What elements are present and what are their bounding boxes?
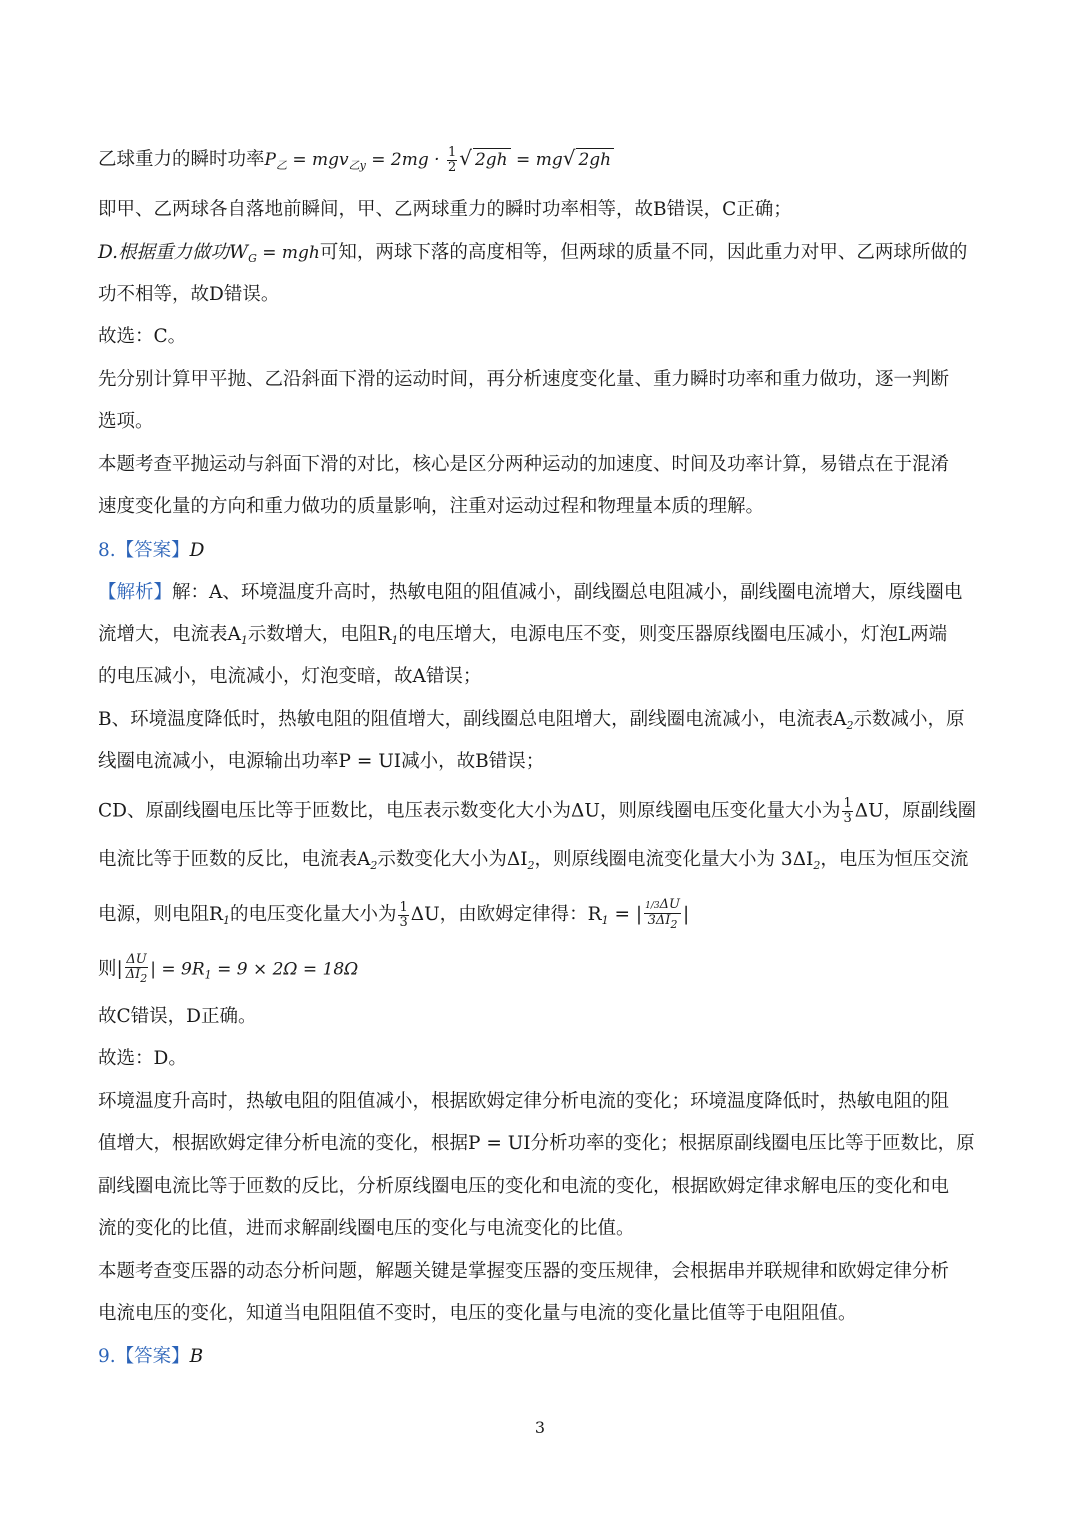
paragraph: 本题考查平抛运动与斜面下滑的对比，核心是区分两种运动的加速度、时间及功率计算，易错点在于混淆 bbox=[98, 454, 950, 475]
fraction-deltaU-over-3deltaI2: $\frac{1/3\Delta U}{3\Delta I_2}$ bbox=[645, 897, 680, 931]
power-formula-line: 乙球重力的瞬时功率$P_乙 = mgv_{乙y} = 2mg$ · $\frac{1}{2}$ √ 2gh = mg√ 2gh bbox=[98, 144, 614, 180]
question-9-answer: 9.【答案】B bbox=[98, 1346, 204, 1367]
paragraph: 电流电压的变化，知道当电阻阻值不变时，电压的变化量与电流的变化量比值等于电阻阻值。 bbox=[98, 1303, 857, 1324]
fraction-third: $\frac{1}{3}$ bbox=[399, 899, 408, 930]
paragraph: 选项。 bbox=[98, 411, 154, 432]
paragraph: 环境温度升高时，热敏电阻的阻值减小，根据欧姆定律分析电流的变化；环境温度降低时，热敏电阻的阻 bbox=[98, 1091, 950, 1112]
page-number: 3 bbox=[534, 1418, 546, 1437]
paragraph: 故C错误，D正确。 bbox=[98, 1006, 257, 1027]
paragraph: 流增大，电流表$A_1$示数增大，电阻$R_1$的电压增大，电源电压不变，则变压器原线圈电压减小，灯泡L两端 bbox=[98, 624, 948, 647]
formula-P-yi: $P_乙 = mgv_{乙y} = 2mg$ · bbox=[264, 150, 445, 172]
paragraph: CD、原副线圈电压比等于匝数比，电压表示数变化大小为ΔU，则原线圈电压变化量大小为 $\frac{1}{3}$ ΔU，原副线圈 bbox=[98, 796, 977, 826]
paragraph: B、环境温度降低时，热敏电阻的阻值增大，副线圈总电阻增大，副线圈电流减小，电流表$A_2$示数减小，原 bbox=[98, 709, 965, 732]
paragraph: 即甲、乙两球各自落地前瞬间，甲、乙两球重力的瞬时功率相等，故B错误，C正确； bbox=[98, 199, 792, 220]
paragraph: 故选：C。 bbox=[98, 326, 187, 347]
paragraph: 值增大，根据欧姆定律分析电流的变化，根据P = UI分析功率的变化；根据原副线圈电压比等于匝数比，原 bbox=[98, 1133, 975, 1154]
fraction-third: $\frac{1}{3}$ bbox=[843, 796, 852, 826]
paragraph: 先分别计算甲平抛、乙沿斜面下滑的运动时间，再分析速度变化量、重力瞬时功率和重力做功，逐一判断 bbox=[98, 369, 950, 390]
paragraph: D.根据重力做功$W_G$ = mgh可知，两球下落的高度相等，但两球的质量不同，因此重力对甲、乙两球所做的 bbox=[98, 242, 968, 265]
fraction-deltaU-over-deltaI2: $\frac{\Delta U}{\Delta I_2}$ bbox=[125, 952, 148, 985]
paragraph: 流的变化的比值，进而求解副线圈电压的变化与电流变化的比值。 bbox=[98, 1218, 635, 1239]
paragraph: 功不相等，故D错误。 bbox=[98, 284, 280, 305]
question-8-analysis: 【解析】解：A、环境温度升高时，热敏电阻的阻值减小，副线圈总电阻减小，副线圈电流增大，原线圈电 bbox=[98, 582, 963, 603]
fraction-half: $\frac{1}{2}$ bbox=[447, 144, 457, 175]
paragraph: 则| $\frac{\Delta U}{\Delta I_2}$ | = $9R_1 = 9 \times 2\Omega = 18\Omega$ bbox=[98, 952, 359, 985]
paragraph: 本题考查变压器的动态分析问题，解题关键是掌握变压器的变压规律，会根据串并联规律和欧姆定律分析 bbox=[98, 1261, 950, 1282]
paragraph: 电源，则电阻$R_1$的电压变化量大小为 $\frac{1}{3}$ ΔU，由欧姆定律得：$R_1$ = | $\frac{1/3\Delta U}{3\Delta I_2}$ | bbox=[98, 897, 690, 931]
paragraph: 的电压减小，电流减小，灯泡变暗，故A错误； bbox=[98, 666, 482, 687]
text: 乙球重力的瞬时功率 bbox=[98, 149, 265, 170]
question-8-answer: 8.【答案】D bbox=[98, 540, 205, 561]
paragraph: 线圈电流减小，电源输出功率P = UI减小，故B错误； bbox=[98, 751, 545, 772]
paragraph: 速度变化量的方向和重力做功的质量影响，注重对运动过程和物理量本质的理解。 bbox=[98, 496, 765, 517]
paragraph: 电流比等于匝数的反比，电流表$A_2$示数变化大小为$\Delta I_2$，则原线圈电流变化量大小为 $3\Delta I_2$，电压为恒压交流 bbox=[98, 849, 969, 872]
paragraph: 故选：D。 bbox=[98, 1048, 187, 1069]
paragraph: 副线圈电流比等于匝数的反比，分析原线圈电压的变化和电流的变化，根据欧姆定律求解电压的变化和电 bbox=[98, 1176, 950, 1197]
